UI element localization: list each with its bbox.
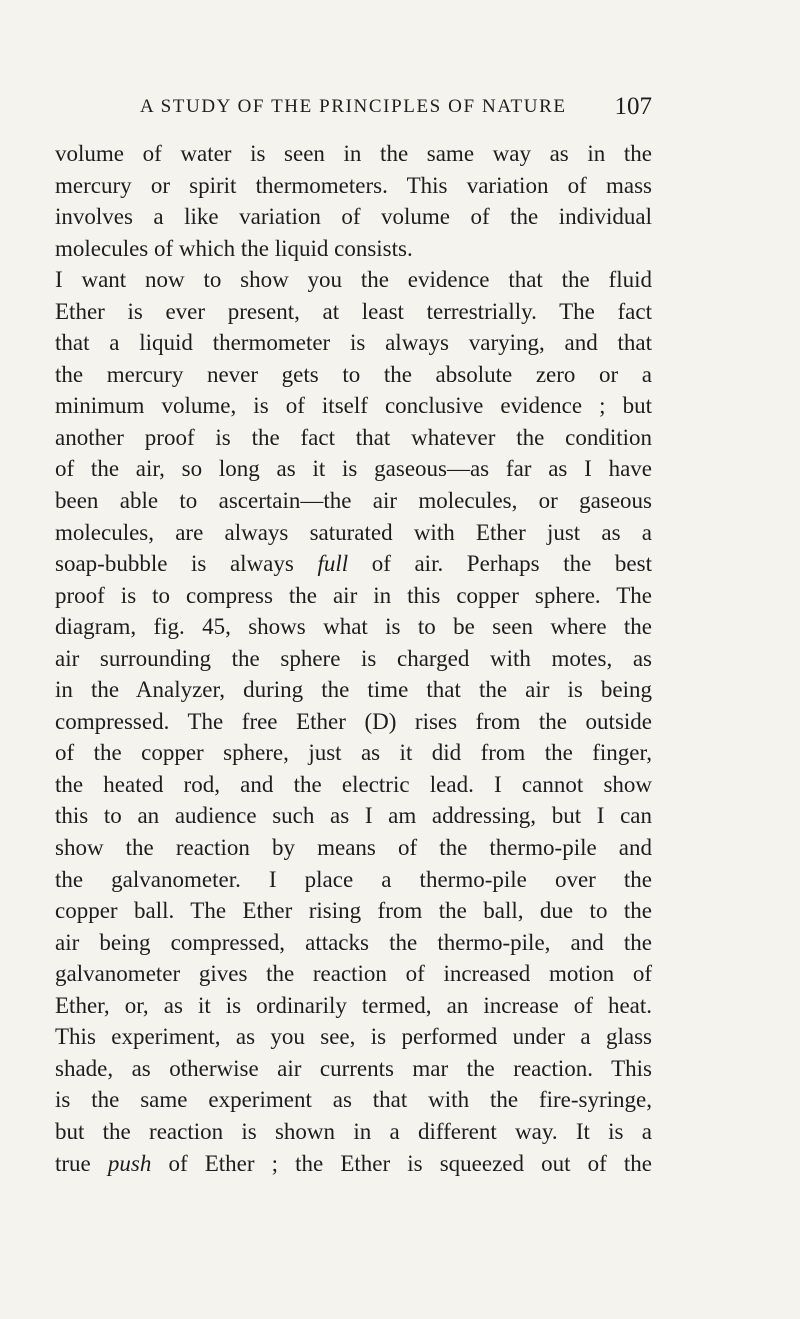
text-segment: of air. Perhaps the best <box>348 551 652 577</box>
text-line <box>55 832 652 864</box>
text-segment: galvanometer gives the reaction of increased motion of <box>55 961 652 987</box>
text-line <box>55 1021 652 1053</box>
text-line <box>55 453 652 485</box>
text-segment: volume of water is seen in the same way as in the <box>55 141 652 166</box>
text-line <box>55 170 652 202</box>
text-line <box>55 1053 652 1085</box>
text-line <box>55 359 652 391</box>
text-line <box>55 233 652 265</box>
text-line <box>55 864 652 896</box>
body-text <box>55 138 652 1179</box>
text-segment: another proof is the fact that whatever the condition <box>55 424 652 450</box>
text-line <box>55 296 652 328</box>
text-segment: air being compressed, attacks the thermo-pile, and the <box>55 929 652 955</box>
text-line <box>55 706 652 738</box>
text-line <box>55 327 652 359</box>
text-line <box>55 138 652 170</box>
text-line <box>55 1084 652 1116</box>
text-line <box>55 990 652 1022</box>
text-segment: molecules of which the liquid consists. <box>55 235 413 261</box>
text-line <box>55 769 652 801</box>
text-line <box>55 958 652 990</box>
text-segment: compressed. The free Ether (D) rises from the outside <box>55 708 652 734</box>
text-segment: the heated rod, and the electric lead. I cannot show <box>55 771 652 797</box>
emphasized-word: push <box>107 1150 152 1176</box>
text-segment: This experiment, as you see, is performed under a glass <box>55 1024 652 1050</box>
text-segment: true <box>55 1150 108 1176</box>
text-segment: the mercury never gets to the absolute zero or a <box>55 361 652 387</box>
text-line <box>55 548 652 580</box>
text-segment: but the reaction is shown in a different way. It is a <box>55 1118 652 1144</box>
text-segment: of the copper sphere, just as it did from the finger, <box>55 740 652 766</box>
text-segment: in the Analyzer, during the time that the air is being <box>55 677 652 703</box>
text-segment: involves a like variation of volume of the individual <box>55 204 652 230</box>
text-segment: this to an audience such as I am addressing, but I can <box>55 803 652 829</box>
text-line <box>55 800 652 832</box>
text-segment: Ether, or, as it is ordinarily termed, an increase of heat. <box>55 992 652 1018</box>
text-segment: been able to ascertain—the air molecules, or gaseous <box>55 488 652 514</box>
text-segment: of the air, so long as it is gaseous—as far as I have <box>55 456 652 482</box>
text-segment: of Ether ; the Ether is squeezed out of the <box>151 1150 652 1176</box>
text-line <box>55 201 652 233</box>
page-number: 107 <box>614 93 652 120</box>
text-line <box>55 422 652 454</box>
emphasized-word: full <box>317 551 349 577</box>
text-segment: that a liquid thermometer is always varying, and that <box>55 330 652 356</box>
text-segment: minimum volume, is of itself conclusive evidence ; but <box>55 393 652 419</box>
running-title: A STUDY OF THE PRINCIPLES OF NATURE <box>140 96 567 117</box>
text-segment: mercury or spirit thermometers. This variation of mass <box>55 172 652 198</box>
text-segment: proof is to compress the air in this copper sphere. The <box>55 582 652 608</box>
text-line <box>55 390 652 422</box>
text-line <box>55 1116 652 1148</box>
text-segment: soap-bubble is always <box>55 551 318 577</box>
text-line <box>55 517 652 549</box>
text-line <box>55 737 652 769</box>
page-header <box>140 92 652 122</box>
text-segment: is the same experiment as that with the fire-syringe, <box>55 1087 652 1113</box>
text-line <box>55 264 652 296</box>
text-segment: the galvanometer. I place a thermo-pile over the <box>55 866 652 892</box>
text-segment: molecules, are always saturated with Ether just as a <box>55 519 652 545</box>
text-line <box>55 674 652 706</box>
text-segment: show the reaction by means of the thermo-pile and <box>55 835 652 861</box>
text-line <box>55 1148 652 1180</box>
text-segment: I want now to show you the evidence that the fluid <box>55 267 652 293</box>
text-segment: copper ball. The Ether rising from the ball, due to the <box>55 898 652 924</box>
text-line <box>55 611 652 643</box>
text-segment: Ether is ever present, at least terrestrially. The fact <box>55 298 652 324</box>
text-line <box>55 643 652 675</box>
text-line <box>55 580 652 612</box>
text-line <box>55 895 652 927</box>
text-segment: diagram, fig. 45, shows what is to be seen where the <box>55 614 652 640</box>
text-segment: shade, as otherwise air currents mar the reaction. This <box>55 1055 652 1081</box>
text-line <box>55 927 652 959</box>
text-segment: air surrounding the sphere is charged with motes, as <box>55 645 652 671</box>
text-line <box>55 485 652 517</box>
